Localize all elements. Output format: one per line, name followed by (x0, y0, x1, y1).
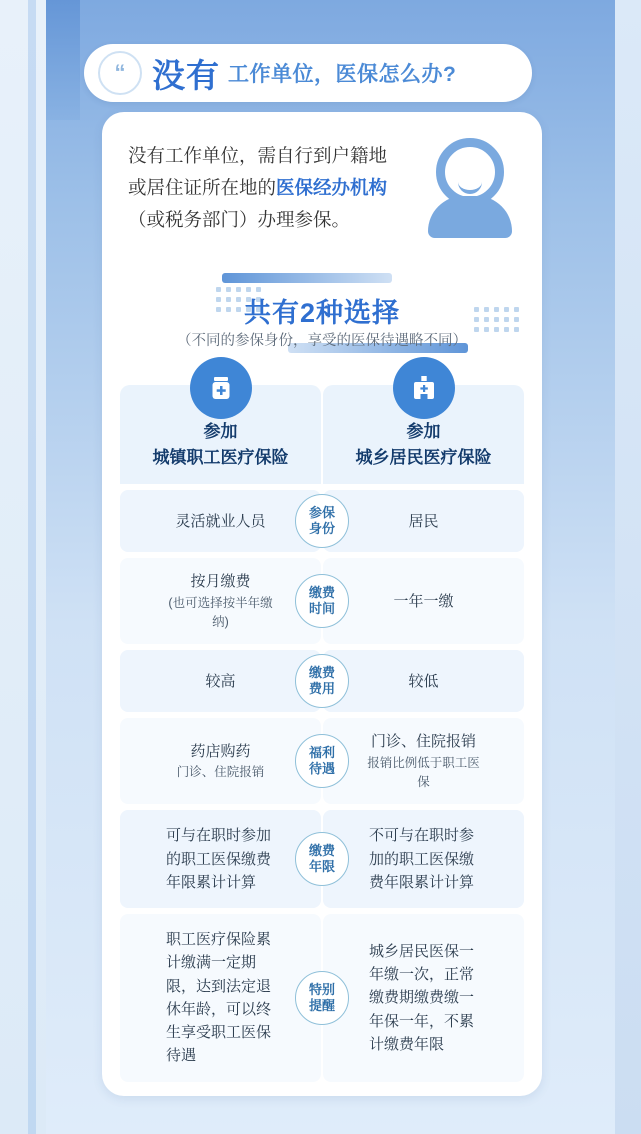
row-left-cell (120, 810, 321, 908)
cell-text: 不可与在职时参加的职工医保缴费年限累计计算 (369, 827, 475, 891)
row-right-cell (323, 650, 524, 712)
avatar-body (428, 196, 512, 238)
table-header-row (120, 385, 524, 484)
row-right-cell (323, 914, 524, 1082)
choose-title: 共有2种选择 (243, 298, 401, 329)
row-left-cell (120, 490, 321, 552)
cell-text: 门诊、住院报销 (370, 733, 476, 751)
page-header (84, 44, 532, 102)
cell-text: 较高 (205, 672, 236, 690)
comparison-table (120, 385, 524, 1081)
cell-text: 可与在职时参加的职工医保缴费年限累计计算 (166, 827, 272, 891)
badge-line1: 参保 (308, 505, 335, 521)
row-left-cell (120, 558, 321, 644)
table-row (120, 718, 524, 804)
cell-subtext: (也可选择按半年缴纳) (168, 595, 273, 630)
row-left-cell (120, 650, 321, 712)
row-badge (295, 494, 349, 548)
row-right-cell (323, 810, 524, 908)
badge-line1: 缴费 (308, 665, 335, 681)
badge-line2: 身份 (308, 521, 335, 537)
table-row (120, 490, 524, 552)
page-title-sub: 工作单位，医保怎么办? (228, 63, 457, 86)
table-header-left (120, 385, 321, 484)
table-header-right-line1: 参加 (406, 422, 441, 442)
intro-section (102, 112, 542, 241)
cell-text: 较低 (408, 672, 439, 690)
row-badge (295, 832, 349, 886)
badge-line1: 福利 (308, 745, 335, 761)
row-badge (295, 971, 349, 1025)
background-left-stripe (28, 0, 36, 1134)
table-row (120, 558, 524, 644)
quote-icon: “ (98, 51, 142, 95)
hospital-icon (393, 357, 455, 419)
intro-line2-a: 或居住证所在地的 (128, 176, 277, 198)
badge-line2: 提醒 (308, 997, 335, 1013)
table-header-right (323, 385, 524, 484)
table-row (120, 914, 524, 1082)
content-card (102, 112, 542, 1096)
intro-highlight: 医保经办机构 (276, 176, 388, 198)
table-header-left-line1: 参加 (203, 422, 238, 442)
choose-subtitle: （不同的参保身份，享受的医保待遇略不同） (177, 333, 467, 350)
background-right-band (615, 0, 641, 1134)
cell-subtext: 门诊、住院报销 (176, 765, 265, 780)
badge-line1: 特别 (308, 981, 335, 997)
row-left-cell (120, 914, 321, 1082)
cell-text: 城乡居民医保一年缴一次，正常缴费期缴费缴一年保一年，不累计缴费年限 (369, 942, 475, 1053)
intro-line3: （或税务部门）办理参保。 (128, 208, 351, 230)
badge-line1: 缴费 (308, 585, 335, 601)
badge-line1: 缴费 (308, 843, 335, 859)
table-header-right-line2: 城乡居民医疗保险 (355, 447, 492, 467)
cell-text: 居民 (408, 512, 439, 530)
cell-text: 一年一缴 (393, 592, 454, 610)
cell-text: 灵活就业人员 (175, 512, 266, 530)
table-header-left-line2: 城镇职工医疗保险 (152, 447, 289, 467)
row-badge (295, 734, 349, 788)
row-right-cell (323, 558, 524, 644)
gradient-bar-top (222, 273, 392, 283)
intro-paragraph (128, 140, 428, 235)
row-left-cell (120, 718, 321, 804)
page-title-main: 没有 (152, 56, 220, 94)
cell-subtext: 报销比例低于职工医保 (367, 755, 480, 790)
intro-line1: 没有工作单位，需自行到户籍地 (128, 145, 388, 166)
cell-text: 按月缴费 (190, 573, 251, 591)
row-right-cell (323, 718, 524, 804)
badge-line2: 年限 (308, 859, 335, 875)
badge-line2: 待遇 (308, 761, 335, 777)
choose-banner (102, 251, 542, 383)
table-row (120, 810, 524, 908)
row-right-cell (323, 490, 524, 552)
medicine-bottle-icon (190, 357, 252, 419)
row-badge (295, 574, 349, 628)
row-badge (295, 654, 349, 708)
person-avatar-icon (424, 138, 516, 230)
cell-text: 职工医疗保险累计缴满一定期限，达到法定退休年龄，可以终生享受职工医保待遇 (166, 931, 272, 1065)
badge-line2: 费用 (308, 681, 335, 697)
table-row (120, 650, 524, 712)
background-corner-accent (46, 0, 80, 120)
badge-line2: 时间 (308, 601, 335, 617)
cell-text: 药店购药 (190, 743, 251, 761)
background-left-band (0, 0, 46, 1134)
